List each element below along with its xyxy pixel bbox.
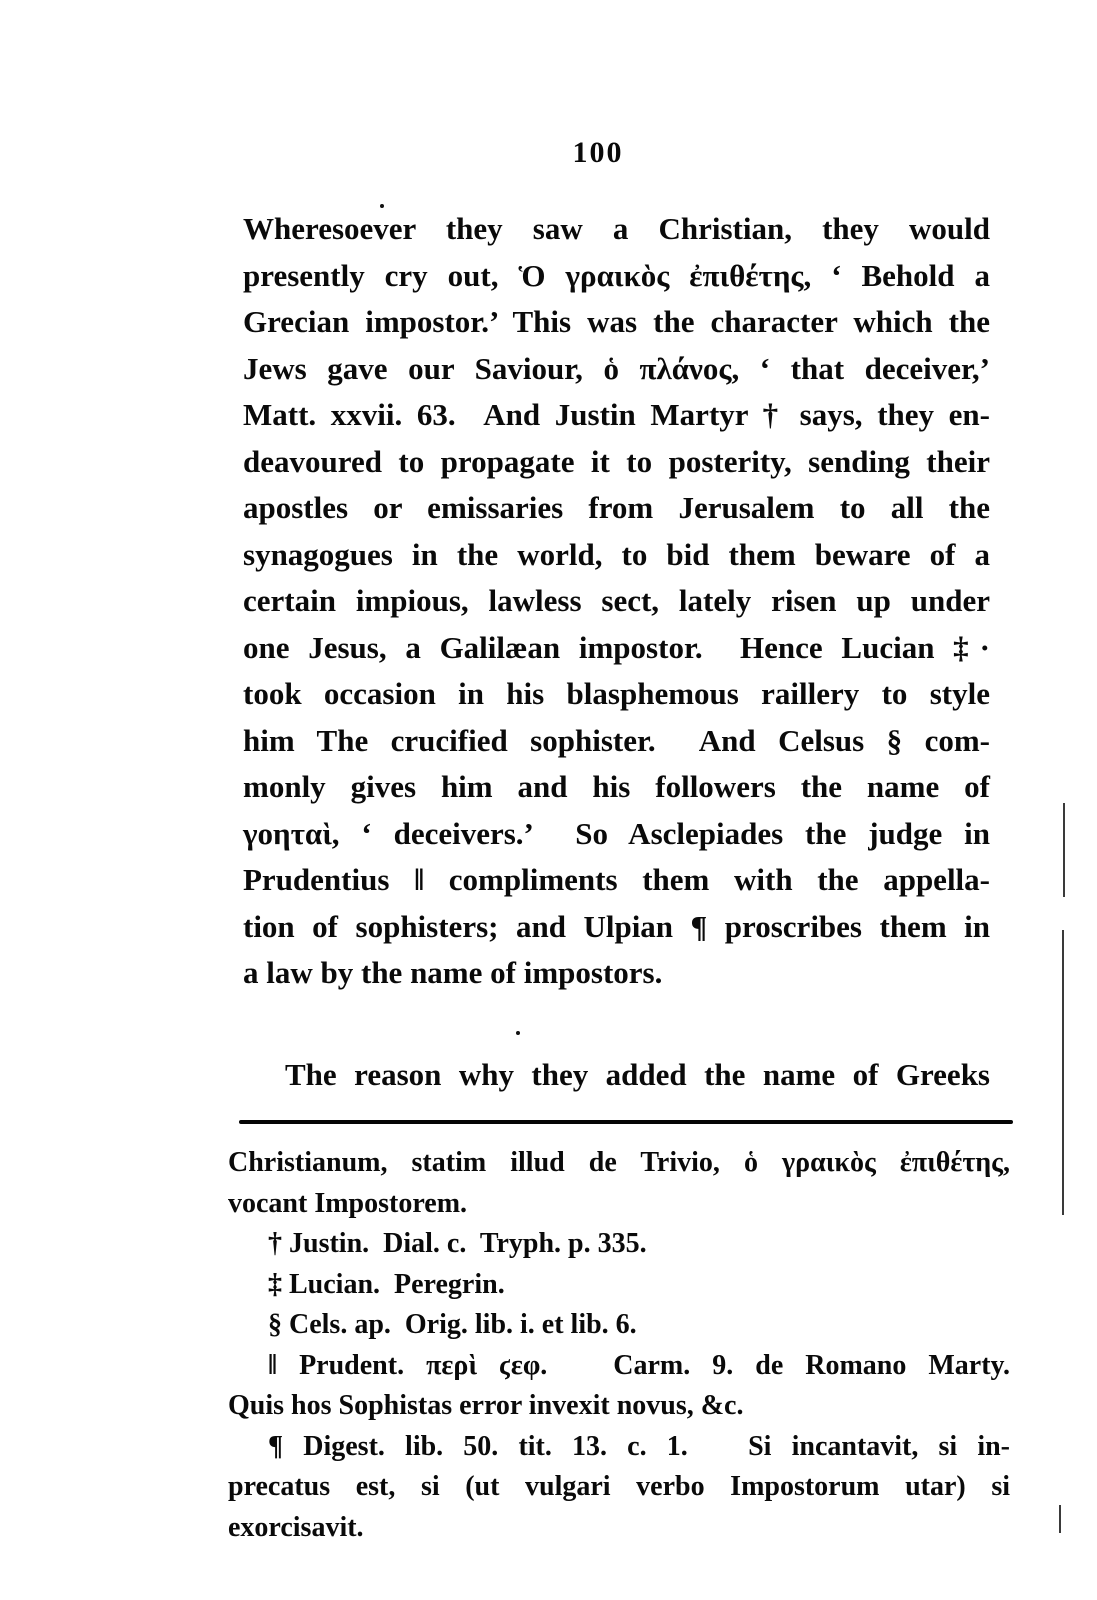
footnote-line: † Justin. Dial. c. Tryph. p. 335. [268, 1228, 647, 1259]
main-paragraph [243, 206, 990, 997]
text-line: took occasion in his blasphemous raillery to style [243, 676, 990, 711]
footnote-line: precatus est, si (ut vulgari verbo Impostorum utar) si [228, 1471, 1010, 1502]
scan-artifact-line [1062, 930, 1064, 1215]
footnote-line: ‡ Lucian. Peregrin. [268, 1268, 505, 1300]
scan-artifact-line [1059, 1505, 1061, 1533]
footnotes [228, 1143, 1010, 1548]
text-line: deavoured to propagate it to posterity, sending their [243, 443, 990, 479]
text-line: Wheresoever they saw a Christian, they would [243, 211, 990, 246]
page-number: 100 [572, 136, 624, 169]
text-line: him The crucified sophister. And Celsus § com- [243, 722, 990, 758]
text-line: presently cry out, Ὁ γραικὸς ἐπιθέτης, ‘ Behold a [243, 257, 990, 293]
footnote-line: ‖ Prudent. περὶ ϛεφ. Carm. 9. de Romano Marty. [268, 1349, 1010, 1381]
scan-speck [516, 1031, 520, 1035]
text-line: synagogues in the world, to bid them beware of a [243, 536, 990, 572]
footnote-line: Christianum, statim illud de Trivio, ὁ γραικὸς ἐπιθέτης, [228, 1147, 1010, 1178]
footnote-line: Quis hos Sophistas error invexit novus, &c. [228, 1390, 744, 1421]
footnote-line: exorcisavit. [228, 1511, 364, 1543]
text-line: monly gives him and his followers the name of [243, 769, 990, 804]
text-line: certain impious, lawless sect, lately risen up under [243, 583, 990, 618]
text-line: tion of sophisters; and Ulpian ¶ proscribes them in [243, 908, 990, 944]
footnote-line: § Cels. ap. Orig. lib. i. et lib. 6. [268, 1309, 637, 1340]
text-line: γοηταὶ, ‘ deceivers.’ So Asclepiades the judge in [243, 815, 990, 851]
text-line: Grecian impostor.’ This was the character which the [243, 304, 990, 339]
footnote-rule [239, 1120, 1013, 1124]
text-line: apostles or emissaries from Jerusalem to all the [243, 490, 990, 525]
paragraph-opening-line: The reason why they added the name of Greeks [285, 1057, 990, 1092]
footnote-line: vocant Impostorem. [228, 1187, 468, 1219]
text-line: Prudentius ‖ compliments them with the appella- [243, 862, 990, 897]
text-line: Matt. xxvii. 63. And Justin Martyr † says, they en- [243, 397, 990, 432]
text-line: Jews gave our Saviour, ὁ πλάνος, ‘ that deceiver,’ [243, 350, 990, 386]
scan-artifact-line [1063, 803, 1065, 897]
text-line: a law by the name of impostors. [243, 955, 663, 990]
footnote-line: ¶ Digest. lib. 50. tit. 13. c. 1. Si incantavit, si in- [268, 1430, 1010, 1462]
text-line: one Jesus, a Galilæan impostor. Hence Lucian ‡· [243, 629, 990, 665]
